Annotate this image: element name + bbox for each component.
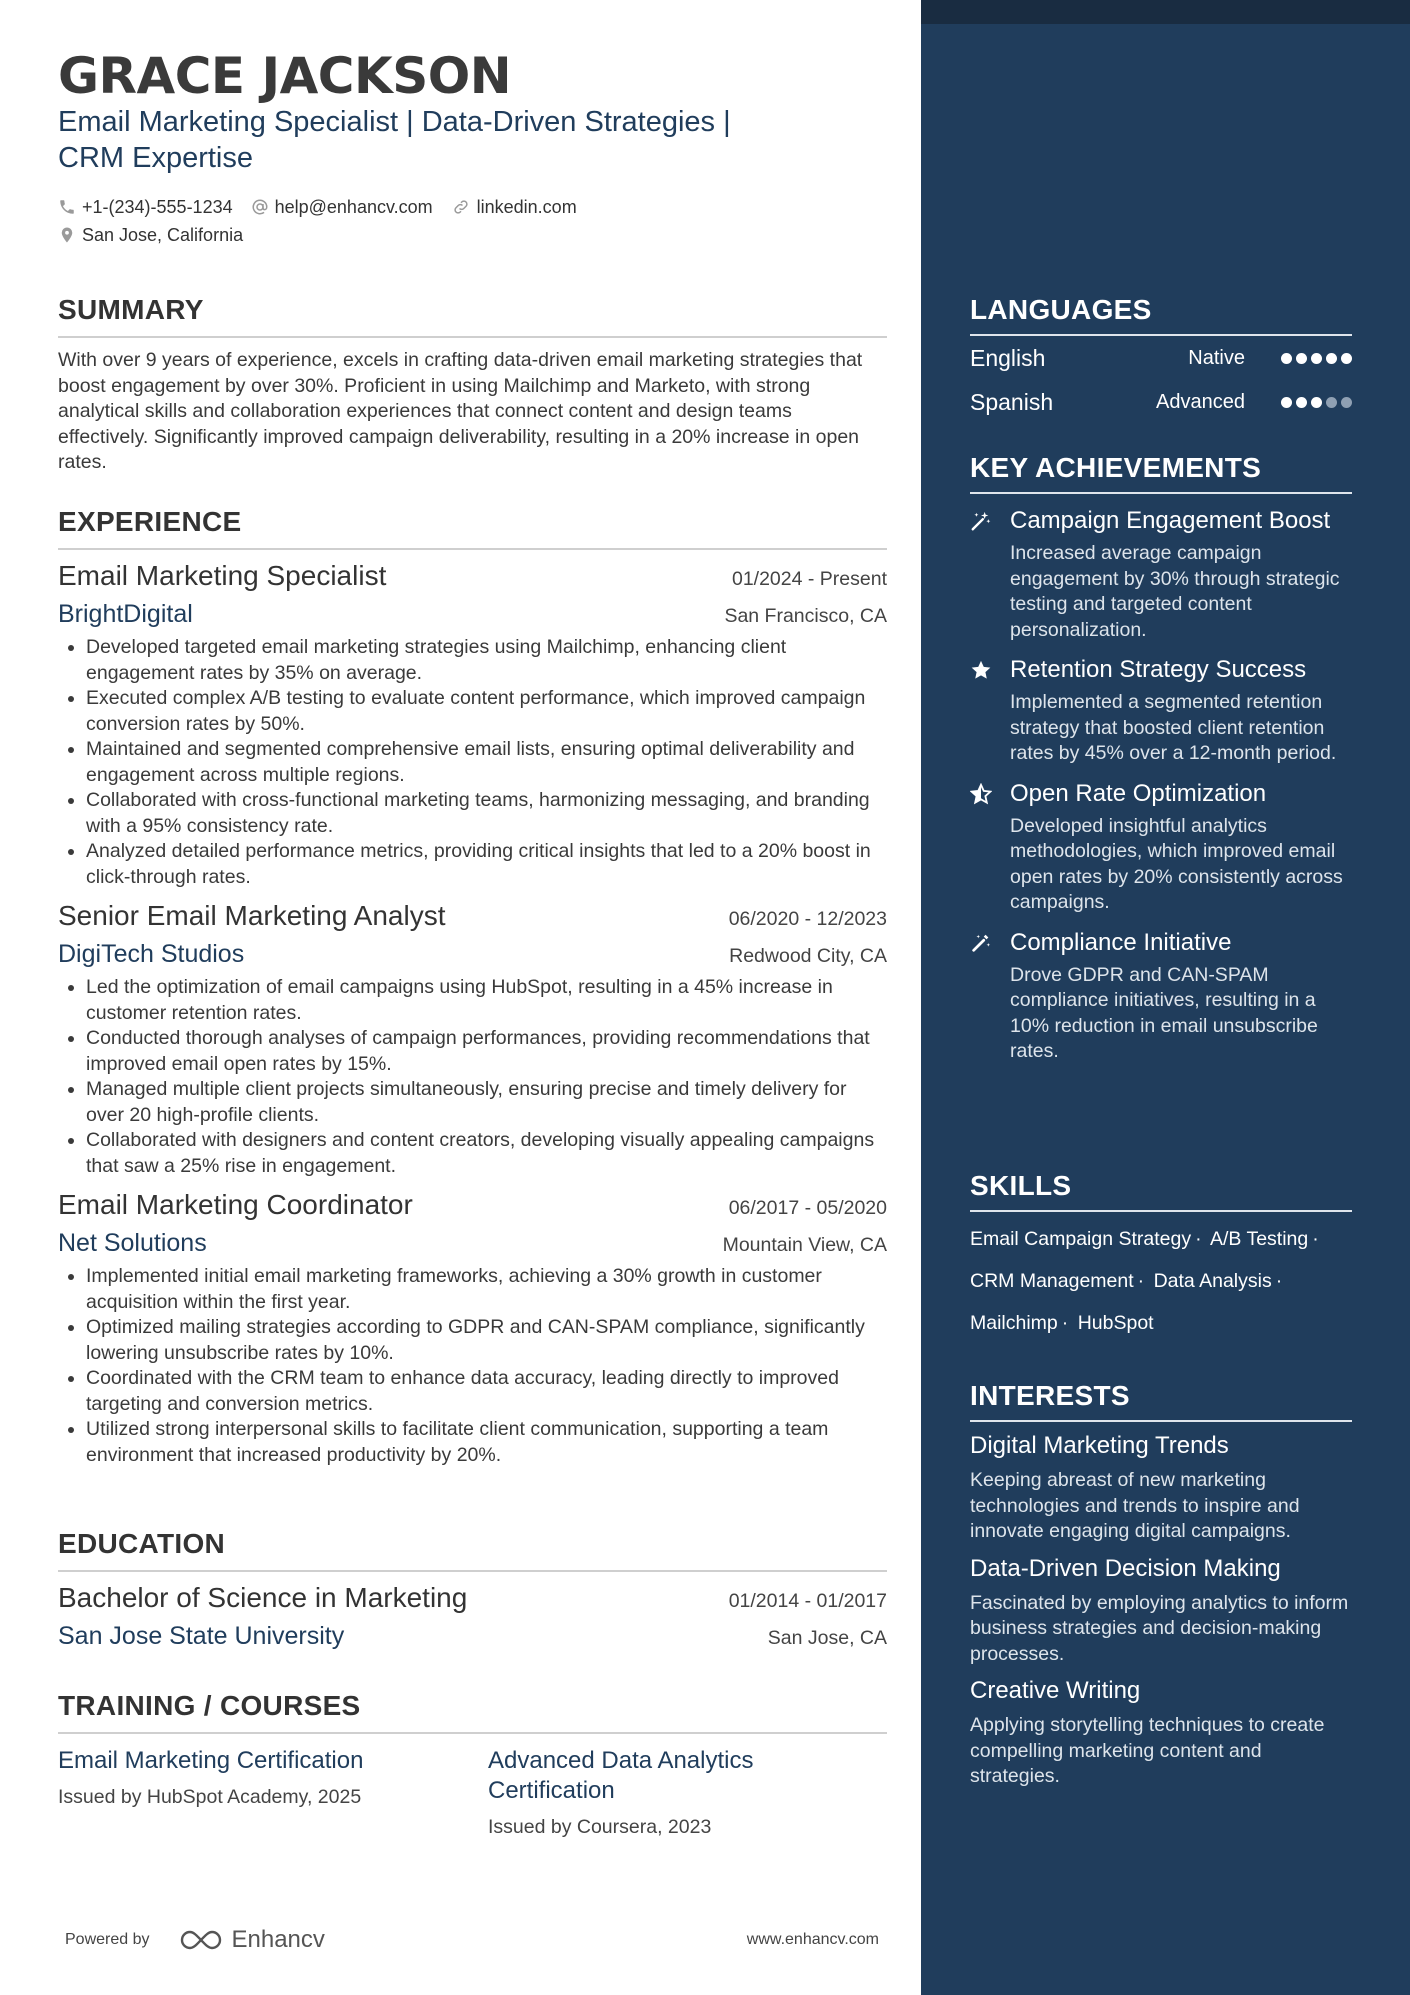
experience-section [58,506,887,1468]
course-title: Advanced Data Analytics Certification [488,1747,754,1804]
contact-info [58,193,878,249]
dot-filled [1311,397,1322,408]
course-issuer: Issued by HubSpot Academy, 2025 [58,1786,362,1808]
skill-item: Mailchimp [970,1312,1058,1334]
headline-line-1: Email Marketing Specialist | Data-Driven Strategies | [58,106,731,138]
dot-filled [1296,397,1307,408]
section-divider [58,336,887,338]
bullet-item: • Utilized strong interpersonal skills to facilitate client communication, supporting a team environment that increased productivity by 20%. [86,1417,887,1468]
phone-contact[interactable] [58,197,233,218]
sidebar-top-bar [921,0,1410,24]
dot-filled [1281,353,1292,364]
language-item [970,380,1352,424]
job-bullets [58,975,887,1179]
dot-filled [1296,353,1307,364]
job-company: DigiTech Studios [58,940,245,968]
star-icon [970,659,992,681]
star-half-icon [970,783,992,805]
at-icon [251,198,269,216]
achievement-item [970,655,1352,767]
language-name: English [970,344,1046,371]
skills-section [970,1170,1352,1344]
headline-line-2: CRM Expertise [58,142,253,174]
linkedin-text: linkedin.com [476,196,577,217]
email-contact[interactable] [251,197,433,218]
degree: Bachelor of Science in Marketing [58,1582,468,1613]
job-entry [58,1189,887,1468]
powered-by-label: Powered by [65,1931,150,1948]
interest-item [970,1430,1352,1545]
job-entry [58,560,887,890]
education-section [58,1528,887,1651]
achievement-desc: Increased average campaign engagement by 30% through strategic testing and targeted content personalization. [1010,542,1340,641]
achievement-desc: Implemented a segmented retention strategy that boosted client retention rates by 45% over a 12-month period. [1010,691,1337,764]
section-title: INTERESTS [970,1380,1130,1411]
interest-item [970,1675,1352,1790]
achievement-item [970,928,1352,1065]
footer [65,1926,879,1954]
interest-title: Digital Marketing Trends [970,1432,1229,1459]
achievement-title: Retention Strategy Success [1010,656,1307,683]
skill-item: Data Analysis [1153,1270,1272,1292]
skills-list: Email Campaign Strategy · A/B Testing · CRM Management · Data Analysis · Mailchimp · HubSpot [970,1228,1319,1334]
education-dates: 01/2014 - 01/2017 [728,1590,887,1612]
magic-wand-icon [970,510,992,532]
dot-filled [1311,353,1322,364]
skill-item: Email Campaign Strategy [970,1228,1192,1250]
job-dates: 06/2017 - 05/2020 [728,1197,887,1219]
achievement-item [970,779,1352,916]
course-title: Email Marketing Certification [58,1747,364,1774]
dot-filled [1281,397,1292,408]
dot-empty [1326,397,1337,408]
link-icon [451,198,471,216]
achievement-title: Campaign Engagement Boost [1010,507,1331,534]
bullet-item: • Coordinated with the CRM team to enhance data accuracy, leading directly to improved targeting and conversion metrics. [86,1366,887,1417]
education-location: San Jose, CA [767,1627,887,1649]
location-text: San Jose, California [82,224,244,245]
email-text: help@enhancv.com [274,196,433,217]
course-issuer: Issued by Coursera, 2023 [488,1816,712,1838]
bullet-item: • Managed multiple client projects simultaneously, ensuring precise and timely delivery for over 20 high-profile clients. [86,1077,887,1128]
section-title: SUMMARY [58,294,204,325]
job-company: Net Solutions [58,1229,207,1257]
proficiency-dots [1277,397,1352,408]
bullet-item: • Maintained and segmented comprehensive email lists, ensuring optimal deliverability and engagement across multiple regions. [86,737,887,788]
infinity-logo-icon [178,1928,224,1952]
section-divider [970,1420,1352,1422]
language-level: Advanced [1156,390,1245,413]
job-dates: 01/2024 - Present [731,568,887,590]
candidate-name: GRACE JACKSON [58,47,512,105]
job-entry [58,900,887,1179]
job-location: Redwood City, CA [729,945,887,967]
interest-title: Data-Driven Decision Making [970,1554,1281,1582]
wand-sparkle-icon [970,932,992,954]
bullet-item: • Executed complex A/B testing to evaluate content performance, which improved campaign conversion rates by 50%. [86,686,887,737]
bullet-item: • Implemented initial email marketing frameworks, achieving a 30% growth in customer acquisition within the first year. [86,1264,887,1315]
interests-section [970,1380,1352,1790]
achievement-desc: Developed insightful analytics methodologies, which improved email open rates by 20% consistently across campaigns. [1010,814,1343,913]
interest-item [970,1553,1352,1668]
bullet-item: • Developed targeted email marketing strategies using Mailchimp, enhancing client engagement rates by 35% on average. [86,635,887,686]
section-divider [970,1210,1352,1212]
job-dates: 06/2020 - 12/2023 [728,908,887,930]
proficiency-dots [1277,353,1352,364]
course-entry [488,1746,848,1839]
phone-text: +1-(234)-555-1234 [82,196,233,217]
headline [58,104,858,176]
course-entry [58,1746,488,1839]
interest-title: Creative Writing [970,1677,1141,1704]
job-role: Email Marketing Coordinator [58,1189,413,1220]
interest-desc: Applying storytelling techniques to create compelling marketing content and strategies. [970,1714,1325,1787]
education-entry [58,1582,887,1651]
language-name: Spanish [970,388,1054,415]
achievement-title: Compliance Initiative [1010,928,1232,956]
phone-icon [58,198,76,216]
school: San Jose State University [58,1622,345,1650]
section-divider [58,548,887,550]
job-company: BrightDigital [58,600,193,628]
bullet-item: • Collaborated with designers and content creators, developing visually appealing campaigns that saw a 25% rise in engagement. [86,1128,887,1179]
job-role: Senior Email Marketing Analyst [58,900,446,931]
section-title: TRAINING / COURSES [58,1690,361,1721]
dot-filled [1326,353,1337,364]
language-item [970,336,1352,380]
section-divider [58,1570,887,1572]
brand-logo[interactable] [178,1926,325,1954]
bullet-item: • Optimized mailing strategies according to GDPR and CAN-SPAM compliance, significantly lowering unsubscribe rates by 10%. [86,1315,887,1366]
section-divider [970,492,1352,494]
language-level: Native [1188,346,1245,369]
section-title: LANGUAGES [970,294,1152,325]
achievement-desc: Drove GDPR and CAN-SPAM compliance initiatives, resulting in a 10% reduction in email unsubscribe rates. [1010,963,1318,1062]
job-bullets [58,1264,887,1468]
interest-desc: Keeping abreast of new marketing technologies and trends to inspire and innovate engaging digital campaigns. [970,1469,1300,1542]
linkedin-contact[interactable] [451,197,577,218]
location-pin-icon [58,226,76,244]
location-contact [58,225,243,246]
achievement-item [970,506,1352,643]
section-title: EDUCATION [58,1528,226,1559]
summary-section [58,294,887,476]
job-bullets [58,635,887,890]
section-title: SKILLS [970,1170,1072,1201]
dot-filled [1341,353,1352,364]
training-section [58,1690,887,1839]
section-divider [58,1732,887,1734]
bullet-item: • Conducted thorough analyses of campaign performances, providing recommendations that improved email open rates by 15%. [86,1026,887,1077]
languages-section [970,294,1352,424]
bullet-item: • Led the optimization of email campaigns using HubSpot, resulting in a 45% increase in customer retention rates. [86,975,887,1026]
job-role: Email Marketing Specialist [58,560,387,591]
section-title: KEY ACHIEVEMENTS [970,452,1262,483]
bullet-item: • Analyzed detailed performance metrics, providing critical insights that led to a 20% boost in click-through rates. [86,839,887,890]
achievements-section [970,452,1352,1065]
skill-item: CRM Management [970,1270,1134,1292]
skill-item: A/B Testing [1209,1228,1309,1250]
job-location: Mountain View, CA [722,1234,887,1256]
footer-url[interactable]: www.enhancv.com [746,1931,879,1948]
summary-text: With over 9 years of experience, excels in crafting data-driven email marketing strategies that boost engagement by over 30%. Proficient in using Mailchimp and Marketo, with strong analytical skills and collaboration experiences that connect content and design teams effectively. Significantly improved campaign deliverability, resulting in a 20% increase in open rates. [58,349,863,473]
achievement-title: Open Rate Optimization [1010,779,1267,807]
job-location: San Francisco, CA [724,605,887,627]
section-title: EXPERIENCE [58,506,242,537]
dot-empty [1341,397,1352,408]
bullet-item: • Collaborated with cross-functional marketing teams, harmonizing messaging, and branding with a 95% consistency rate. [86,788,887,839]
brand-name: Enhancv [231,1926,325,1953]
skill-item: HubSpot [1077,1312,1154,1334]
interest-desc: Fascinated by employing analytics to inform business strategies and decision-making processes. [970,1591,1349,1665]
